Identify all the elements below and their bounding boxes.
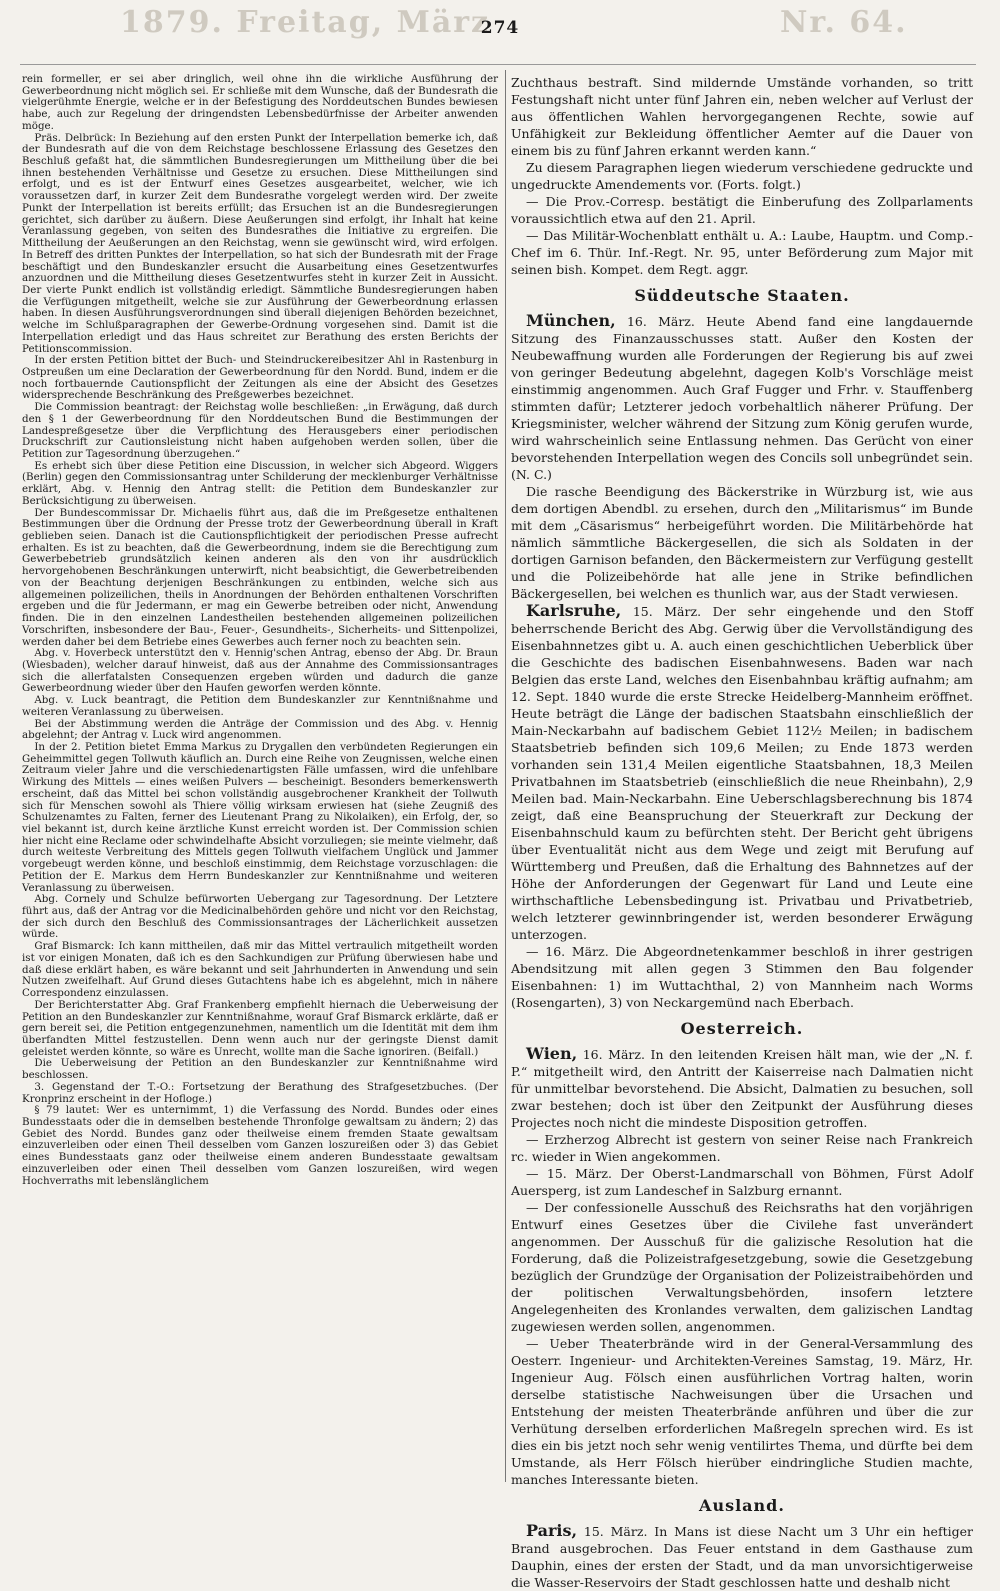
article-paragraph	[22, 461, 498, 508]
paragraph-text: Die rasche Beendigung des Bäckerstrike in Würzburg ist, wie aus dem dortigen Abendbl. zu ersehen, durch den „Militarismus“ im Bunde mit dem „Cäsarismus“ herbeigeführt worden. Die Militärbehörde hat nämlich sämmtliche Bäckergesellen, die sich als Soldaten in der dortigen Garnison befanden, den Bäckermeistern zur Verfügung gestellt und die Polizeibehörde hat alle jene in Strike befindlichen Bäckergesellen, bei welchen es thunlich war, aus der Stadt verwiesen.	[511, 484, 973, 601]
article-paragraph	[511, 943, 973, 1011]
article-paragraph	[22, 133, 498, 356]
article-paragraph	[511, 227, 973, 278]
paragraph-text: — Erzherzog Albrecht ist gestern von seiner Reise nach Frankreich rc. wieder in Wien angekommen.	[511, 1132, 973, 1164]
paragraph-text: — Der confessionelle Ausschuß des Reichsraths hat den vorjährigen Entwurf eines Gesetzes über die Civilehe fast unverändert angenommen. Der Ausschuß für die galizische Resolution hat die Forderung, daß die Polizeistrafgesetzgebung, sowie die Gesetzgebung bezüglich der Grundzüge der Organisation der Polizeistraibehörden und der politischen Verwaltungsbehörden, insofern letztere Angelegenheiten des Kronlandes verwalten, dem galizischen Landtag zugewiesen werden sollen, angenommen.	[511, 1200, 973, 1334]
article-paragraph	[22, 1105, 498, 1187]
paragraph-text: — Das Militär-Wochenblatt enthält u. A.: Laube, Hauptm. und Comp.-Chef im 6. Thür. Inf.-Regt. Nr. 95, unter Beförderung zum Major mit seinen bish. Kompet. dem Regt. aggr.	[511, 228, 973, 277]
bleed-through-header-right: Nr. 64.	[780, 5, 908, 40]
article-paragraph	[22, 355, 498, 402]
right-column	[511, 74, 973, 1590]
article-paragraph	[511, 159, 973, 193]
paragraph-text: Präs. Delbrück: In Beziehung auf den ersten Punkt der Interpellation bemerke ich, daß der Bundesrath auf die von dem Reichstage beschlossene Erlassung des Gesetzes den Beschluß gefaßt hat, die sämmtlichen Bundesregierungen um Mittheilung über die bei ihnen bestehenden Verhältnisse und Gesetze zu ersuchen. Diese Mittheilungen sind erfolgt, und es ist der Entwurf eines Gesetzes ausgearbeitet, welcher, wie ich voraussetzen darf, in kurzer Zeit dem Bundesrathe vorgelegt werden wird. Der zweite Punkt der Interpellation ist bereits erfüllt; das Ersuchen ist an die Bundesregierungen gerichtet, sich darüber zu äußern. Diese Aeußerungen sind erfolgt, ihr Inhalt hat keine Veranlassung gegeben, von seiten des Bundesrathes die Initiative zu ergreifen. Die Mittheilung der Aeußerungen an den Reichstag, wenn sie gewünscht wird, wird erfolgen. In Betreff des dritten Punktes der Interpellation, so hat sich der Bundesrath mit der Frage beschäftigt und den Bundeskanzler ersucht die Ausarbeitung eines Gesetzentwurfes anzuordnen und die Mittheilung dieses Gesetzentwurfes steht in kurzer Zeit in Aussicht. Der vierte Punkt endlich ist vollständig erledigt. Sämmtliche Bundesregierungen haben die Verfügungen mitgetheilt, welche sie zur Ausführung der Gewerbeordnung erlassen haben. In diesen Ausführungsverordnungen sind überall diejenigen Behörden bezeichnet, welche im Schlußparagraphen der Gewerbe-Ordnung vorgesehen sind. Damit ist die Interpellation erledigt und das Haus schreitet zur Berathung des ersten Berichts der Petitionscommission.	[22, 131, 498, 355]
paragraph-text: 16. März. Heute Abend fand eine langdauernde Sitzung des Finanzausschusses statt. Außer den Kosten der Neubewaffnung wurden alle Forderungen der Regierung bis auf zwei von geringer Bedeutung abgelehnt, dagegen Kolb's Vorschläge meist einstimmig angenommen. Auch Graf Fugger und Frhr. v. Stauffenberg stimmten dafür; Letzterer jedoch vorbehaltlich näherer Prüfung. Der Kriegsminister, welcher während der Sitzung zum König gerufen wurde, wird wahrscheinlich seine Entlassung nehmen. Das Gerücht von einer bevorstehenden Interpellation wegen des Concils soll unbegründet sein. (N. C.)	[511, 314, 973, 482]
paragraph-text: — Ueber Theaterbrände wird in der General-Versammlung des Oesterr. Ingenieur- und Architekten-Vereines Samstag, 19. März, Hr. Ingenieur Aug. Fölsch einen ausführlichen Vortrag halten, worin derselbe statistische Nachweisungen über die Ursachen und Entstehung der meisten Theaterbrände anführen und über die zur Verhütung derselben erforderlichen Maßregeln sprechen wird. Es ist dies ein bis jetzt noch sehr wenig ventilirtes Thema, und dürfte bei dem Umstande, als Herr Fölsch hierüber eindringliche Studien machte, manches Interessante bieten.	[511, 1336, 973, 1487]
paragraph-text: Der Bundescommissar Dr. Michaelis führt aus, daß die im Preßgesetze enthaltenen Bestimmungen über die Ordnung der Presse trotz der Gewerbeordnung überall in Kraft geblieben seien. Danach ist die Cautionspflichtigkeit der periodischen Presse aufrecht erhalten. Es ist zu beachten, daß die Gewerbeordnung, indem sie die Berechtigung zum Gewerbebetrieb grundsätzlich keinen anderen als den von ihr ausdrücklich hervorgehobenen Beschränkungen unterwirft, nicht beabsichtigt, die Gewerbetreibenden von der Beachtung derjenigen Beschränkungen zu entbinden, welche sich aus allgemeinen polizeilichen, theils in Anordnungen der Behörden enthaltenen Vorschriften ergeben und die für Jedermann, er mag ein Gewerbe betreiben oder nicht, Anwendung finden. Die in den einzelnen Landestheilen bestehenden allgemeinen polizeilichen Vorschriften, insbesondere der Bau-, Feuer-, Gesundheits-, Sicherheits- und Sittenpolizei, werden daher bei dem Betriebe eines Gewerbes auch ferner noch zu beachten sein.	[22, 506, 498, 648]
paragraph-text: Abg. v. Luck beantragt, die Petition dem Bundeskanzler zur Kenntnißnahme und weiteren Veranlassung zu überweisen.	[22, 694, 498, 718]
section-heading-south-german-states: Süddeutsche Staaten.	[634, 286, 850, 305]
article-paragraph	[511, 1335, 973, 1488]
article-paragraph	[22, 1082, 498, 1105]
bleed-through-header-left: 1879. Freitag, März	[120, 5, 491, 40]
austria-news	[511, 1045, 973, 1488]
abroad-news	[511, 1522, 973, 1591]
article-paragraph	[22, 1000, 498, 1059]
paragraph-text: In der 2. Petition bietet Emma Markus zu Drygallen den verbündeten Regierungen ein Geheimmittel gegen Tollwuth käuflich an. Durch eine Reihe von Zeugnissen, welche einen Zeitraum vieler Jahre und die verschiedenartigsten Fälle umfassen, wird die unfehlbare Wirkung des Mittels — eines weißen Pulvers — bescheinigt. Besonders bemerkenswerth erscheint, daß das Mittel bei schon vollständig ausgebrochener Krankheit der Tollwuth sich für Menschen sowohl als Thiere völlig wirksam erwiesen hat (siehe Zeugniß des Schulzenamtes zu Falten, ferner des Lieutenant Prang zu Nikolaiken), ein Erfolg, der, so viel bekannt ist, durch keine ärztliche Kunst erreicht worden ist. Der Commission schien hier nicht eine Reclame oder schwindelhafte Absicht vorzuliegen; sie meinte vielmehr, daß durch weiteste Verbreitung des Mittels gegen Tollwuth vielfachem Unglück und Jammer vorgebeugt werden könne, und beschloß einstimmig, dem Reichstage vorzuschlagen: die Petition der E. Markus dem Herrn Bundeskanzler zur Kenntnißnahme und weiteren Veranlassung zu überweisen.	[22, 740, 498, 894]
page-number: 274	[480, 18, 520, 38]
paragraph-text: Abg. Cornely und Schulze befürworten Uebergang zur Tagesordnung. Der Letztere führt aus, daß der Antrag vor die Medicinalbehörden gehöre und nicht vor den Reichstag, der sich durch den Beschluß des Commissionsantrages der Lächerlichkeit aussetzen würde.	[22, 893, 498, 941]
paragraph-text: Graf Bismarck: Ich kann mittheilen, daß mir das Mittel vertraulich mitgetheilt worden ist vor einigen Monaten, daß ich es den Sachkundigen zur Prüfung überwiesen habe und daß diese erklärt haben, es wäre bekannt und seit Jahrhunderten in Anwendung und sein Nutzen zweifelhaft. Auf Grund dieses Gutachtens habe ich es abgelehnt, mich in nähere Correspondenz einzulassen.	[22, 940, 498, 1000]
article-paragraph	[511, 74, 973, 159]
article-paragraph	[511, 312, 973, 483]
header-rule	[20, 64, 976, 65]
section-heading-abroad: Ausland.	[699, 1496, 785, 1515]
paragraph-text: Bei der Abstimmung werden die Anträge der Commission und des Abg. v. Hennig abgelehnt; der Antrag v. Luck wird angenommen.	[22, 717, 498, 742]
article-paragraph	[22, 719, 498, 742]
article-paragraph	[22, 402, 498, 461]
paragraph-text: 3. Gegenstand der T.-O.: Fortsetzung der Berathung des Strafgesetzbuches. (Der Kronprinz erscheint in der Hofloge.)	[22, 1080, 498, 1105]
dateline: Paris,	[526, 1521, 578, 1540]
paragraph-text: Der Berichterstatter Abg. Graf Frankenberg empfiehlt hiernach die Ueberweisung der Petition an den Bundeskanzler zur Kenntnißnahme, worauf Graf Bismarck erklärte, daß er gern bereit sei, die Petition entgegenzunehmen, namentlich um die Identität mit dem ihm überfandten Mittel festzustellen. Denn wenn auch nur der geringste Dienst damit geleistet werden könnte, so wäre es Unrecht, wollte man die Sache ignoriren. (Beifall.)	[22, 998, 498, 1058]
paragraph-text: — 15. März. Der Oberst-Landmarschall von Böhmen, Fürst Adolf Auersperg, ist zum Landeschef in Salzburg ernannt.	[511, 1166, 973, 1198]
article-paragraph	[511, 483, 973, 602]
article-paragraph	[511, 1199, 973, 1335]
article-paragraph	[511, 1522, 973, 1591]
article-paragraph	[22, 742, 498, 894]
paragraph-text: 15. März. In Mans ist diese Nacht um 3 Uhr ein heftiger Brand ausgebrochen. Das Feuer entstand in dem Gasthause zum Dauphin, eines der ersten der Stadt, und da man unvorsichtigerweise die Wasser-Reservoirs der Stadt geschlossen hatte und deshalb nicht	[511, 1524, 973, 1590]
left-column	[22, 74, 498, 1482]
paragraph-text: Die Commission beantragt: der Reichstag wolle beschließen: „in Erwägung, daß durch den § 1 der Gewerbeordnung für den Norddeutschen Bund die Bestimmungen der Landespreßgesetze über die Verpflichtung des Herausgebers einer periodischen Druckschrift zur Cautionsleistung nicht haben aufgehoben werden sollen, über die Petition zur Tagesordnung überzugehen.“	[22, 401, 498, 460]
article-paragraph	[22, 695, 498, 718]
article-paragraph	[22, 508, 498, 649]
dateline: Karlsruhe,	[526, 601, 622, 620]
prussia-news	[511, 74, 973, 278]
paragraph-text: In der ersten Petition bittet der Buch- und Steindruckereibesitzer Ahl in Rastenburg in Ostpreußen um eine Declaration der Gewerbeordnung für den Nordd. Bund, indem er die noch fortbauernde Cautionspflicht der Zeitungen als eine der Absicht des Gesetzes widersprechende Beschränkung des Preßgewerbes bezeichnet.	[22, 354, 498, 402]
article-paragraph	[511, 1131, 973, 1165]
article-paragraph	[22, 894, 498, 941]
paragraph-text: Die Ueberweisung der Petition an den Bundeskanzler zur Kenntnißnahme wird beschlossen.	[22, 1057, 498, 1082]
column-divider	[505, 70, 506, 1482]
article-paragraph	[511, 193, 973, 227]
paragraph-text: 16. März. In den leitenden Kreisen hält man, wie der „N. f. P.“ mitgetheilt wird, den Antritt der Kaiserreise nach Dalmatien nicht für unmittelbar bevorstehend. Die Absicht, Dalmatien zu besuchen, soll zwar bestehen; doch ist über den Zeitpunkt der Ausführung dieses Projectes noch nicht die mindeste Disposition getroffen.	[511, 1047, 973, 1130]
paragraph-text: Zuchthaus bestraft. Sind mildernde Umstände vorhanden, so tritt Festungshaft nicht unter fünf Jahren ein, neben welcher auf Verlust der aus öffentlichen Wahlen hervorgegangenen Rechte, sowie auf Unfähigkeit zur Bekleidung öffentlicher Aemter auf die Dauer von einem bis zu fünf Jahren erkannt werden kann.“	[511, 75, 973, 158]
paragraph-text: § 79 lautet: Wer es unternimmt, 1) die Verfassung des Nordd. Bundes oder eines Bundesstaats oder die in demselben bestehende Thronfolge gewaltsam zu ändern; 2) das Gebiet des Nordd. Bundes ganz oder theilweise einem fremden Staate gewaltsam einzuverleiben oder einen Theil desselben vom Ganzen loszureißen oder 3) das Gebiet eines Bundesstaats ganz oder theilweise einem anderen Bundesstaate gewaltsam einzuverleiben oder einen Theil desselben vom Ganzen loszureißen, wird wegen Hochverraths mit lebenslänglichem	[22, 1104, 498, 1187]
article-paragraph	[511, 1165, 973, 1199]
paragraph-text: — 16. März. Die Abgeordnetenkammer beschloß in ihrer gestrigen Abendsitzung mit allen gegen 3 Stimmen den Bau folgender Eisenbahnen: 1) im Wuttachthal, 2) von Mannheim nach Worms (Rosengarten), 3) von Neckargemünd nach Eberbach.	[511, 944, 973, 1010]
south-german-news	[511, 312, 973, 1011]
paragraph-text: — Die Prov.-Corresp. bestätigt die Einberufung des Zollparlaments voraussichtlich etwa auf den 21. April.	[511, 194, 973, 226]
article-paragraph	[511, 1045, 973, 1131]
paragraph-text: Es erhebt sich über diese Petition eine Discussion, in welcher sich Abgeord. Wiggers (Berlin) gegen den Commissionsantrag unter Schilderung der mecklenburger Verhältnisse erklärt, Abg. v. Hennig den Antrag stellt: die Petition dem Bundeskanzler zur Berücksichtigung zu überweisen.	[22, 459, 498, 507]
paragraph-text: Abg. v. Hoverbeck unterstützt den v. Hennig'schen Antrag, ebenso der Abg. Dr. Braun (Wiesbaden), welcher darauf hinweist, daß aus der Annahme des Commissionsantrages sich die allerfatalsten Consequenzen ergeben würden und dadurch die ganze Gewerbeordnung wieder über den Haufen geworfen werden könnte.	[22, 647, 498, 695]
article-paragraph	[22, 74, 498, 133]
section-heading-austria: Oesterreich.	[680, 1019, 804, 1038]
paragraph-text: rein formeller, er sei aber dringlich, weil ohne ihn die wirkliche Ausführung der Gewerbeordnung nicht möglich sei. Er schließe mit dem Wunsche, daß der Bundesrath die vielgerühmte Energie, welche er in der Befestigung des Norddeutschen Bundes bewiesen habe, auch zur Regelung der dringendsten Lebensbedürfnisse der Arbeiter anwenden möge.	[22, 73, 498, 132]
article-paragraph	[511, 602, 973, 943]
paragraph-text: 15. März. Der sehr eingehende und den Stoff beherrschende Bericht des Abg. Gerwig über die Vervollständigung des Eisenbahnnetzes gibt u. A. auch einen geschichtlichen Ueberblick über die Geschichte des badischen Eisenbahnwesens. Baden war nach Belgien das erste Land, welches den Eisenbahnbau kräftig aufnahm; am 12. Sept. 1840 wurde die erste Strecke Heidelberg-Mannheim eröffnet. Heute beträgt die Länge der badischen Staatsbahn einschließlich der Main-Neckarbahn auf badischem Gebiet 112½ Meilen; in badischem Staatsbetrieb befinden sich 109,6 Meilen; zu Ende 1873 werden vorhanden sein 131,4 Meilen eigentliche Staatsbahnen, 18,3 Meilen Privatbahnen im Staatsbetrieb (einschließlich die neue Rheinbahn), 2,9 Meilen bad. Main-Neckarbahn. Eine Ueberschlagsberechnung bis 1874 zeigt, daß eine Beanspruchung der Steuerkraft zur Deckung der Eisenbahnschuld kaum zu befürchten steht. Der Bericht geht übrigens über Eventualität nicht aus dem Wege und zeigt mit Berufung auf Württemberg und Preußen, daß die Erhaltung des Bahnnetzes auf der Höhe der Anforderungen der Gegenwart für Land und Leute eine wirthschaftliche Lebensbedingung ist. Privatbau und Privatbetrieb, welch letzterer gewinnbringender ist, werden besonderer Erwägung unterzogen.	[511, 604, 973, 942]
dateline: München,	[526, 311, 616, 330]
paragraph-text: Zu diesem Paragraphen liegen wiederum verschiedene gedruckte und ungedruckte Amendements vor. (Forts. folgt.)	[511, 160, 973, 192]
article-paragraph	[22, 648, 498, 695]
article-paragraph	[22, 941, 498, 1000]
article-paragraph	[22, 1058, 498, 1081]
dateline: Wien,	[526, 1044, 578, 1063]
